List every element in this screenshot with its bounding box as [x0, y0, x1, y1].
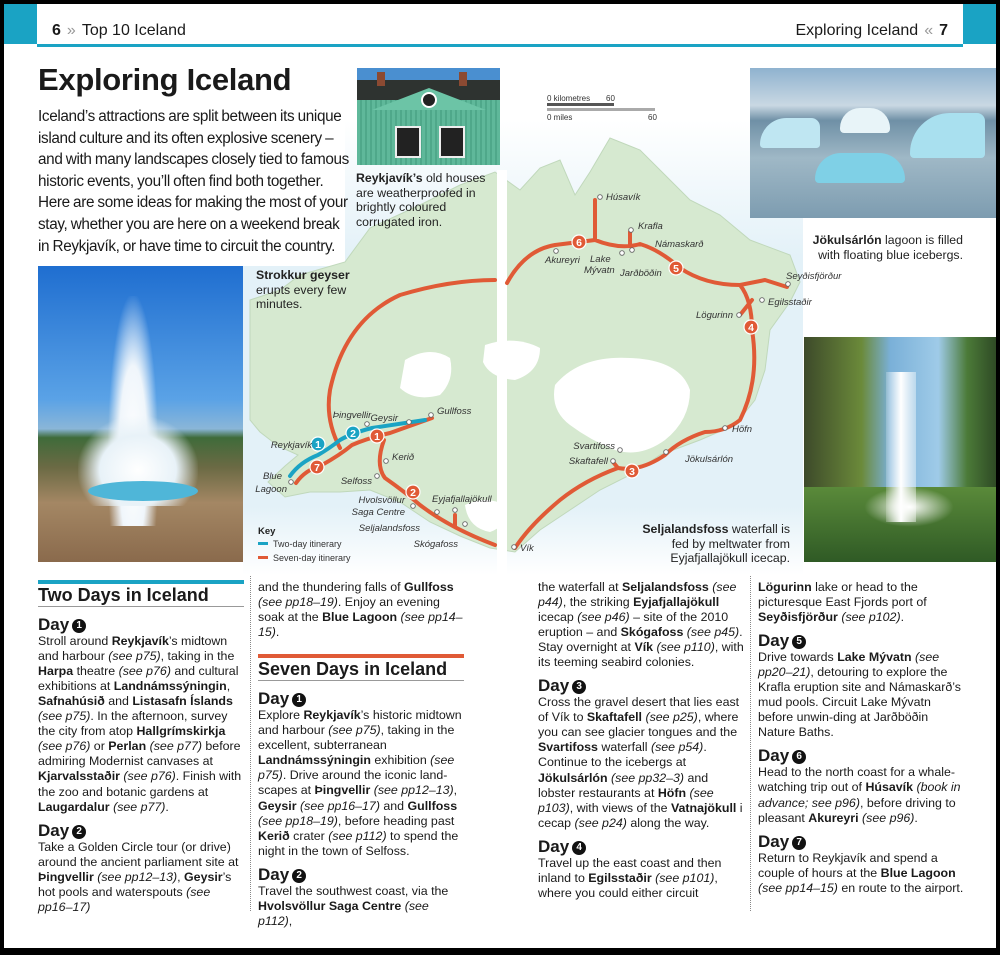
page-reference: (see p25)	[645, 710, 698, 725]
place-name: Húsavík	[865, 780, 913, 795]
place-name: Akureyri	[808, 810, 859, 825]
text-run: before admiring Modernist canvases at	[38, 739, 241, 769]
place-name: Höfn	[657, 785, 687, 800]
place-label: Kerið	[392, 452, 415, 463]
route-marker-number: 2	[350, 427, 356, 440]
place-label: Höfn	[732, 424, 753, 435]
place-label: Lagoon	[255, 484, 287, 495]
place-label: Skógafoss	[413, 539, 458, 550]
page-reference: (book in advance; see p96)	[758, 780, 961, 810]
text-run: ,	[453, 783, 458, 798]
place-dot	[512, 545, 517, 550]
page-reference: (see p96)	[862, 810, 915, 825]
place-name: Harpa	[38, 664, 74, 679]
section-name-right: Exploring Iceland	[795, 22, 919, 39]
place-name: Reykjavík	[303, 708, 361, 723]
itinerary-paragraph	[538, 580, 744, 670]
place-name: Laugardalur	[38, 799, 110, 814]
scale-km-max: 60	[606, 94, 615, 103]
day-number-badge: 2	[72, 825, 86, 839]
text-run: icecap	[538, 610, 578, 625]
place-label: Akureyri	[545, 255, 580, 266]
page-reference: (see p101)	[655, 870, 715, 885]
key-title: Key	[258, 526, 276, 537]
day-number-badge: 5	[792, 635, 806, 649]
caption-seljalandsfoss	[624, 522, 790, 566]
book-spread	[4, 4, 996, 948]
column-divider	[250, 576, 251, 911]
page-reference: (see p76)	[123, 769, 176, 784]
day-heading	[758, 631, 964, 650]
route-marker-number: 4	[748, 321, 754, 334]
day-number-badge: 4	[572, 841, 586, 855]
place-name: Seyðisfjörður	[758, 610, 838, 625]
place-dot	[630, 248, 635, 253]
text-run: . Drive around the iconic land-scapes at	[258, 768, 448, 798]
day-label: Day	[38, 615, 70, 635]
text-run: . Continue to the icebergs at	[538, 740, 707, 770]
place-label: Saga Centre	[351, 507, 405, 518]
place-name: Reykjavík	[111, 634, 169, 649]
page-reference: (see p77)	[113, 799, 166, 814]
text-run: Cross the gravel desert that lies east of Vík to	[538, 695, 740, 725]
page-reference: (see p75)	[258, 753, 455, 783]
day-heading	[38, 615, 244, 634]
place-label: Geysir	[370, 413, 398, 424]
page-reference: (see p45)	[686, 625, 740, 640]
text-run: Stroll around	[38, 634, 112, 649]
text-run: ’s historic midtown and harbour	[258, 708, 462, 738]
text-run: . Finish with the zoo and botanic gardens at	[38, 769, 242, 799]
column-2	[258, 580, 464, 933]
place-label: Vík	[520, 543, 534, 554]
text-run: to spend the night in the town of Selfoss.	[258, 828, 459, 858]
day-label: Day	[258, 864, 290, 884]
page-number-left: 6	[52, 22, 61, 39]
text-run: , where you can see glacier tongues and the	[538, 710, 739, 740]
place-dot	[760, 298, 765, 303]
day-label: Day	[258, 689, 290, 709]
itinerary-paragraph	[258, 580, 464, 640]
page-reference: (see p112)	[328, 828, 387, 843]
text-run: ’s midtown and harbour	[38, 634, 228, 664]
place-dot	[411, 504, 416, 509]
text-run: , with views of the	[569, 800, 671, 815]
text-run: Return to Reykjavík and spend a couple of hours at the	[758, 850, 938, 880]
place-label: Mývatn	[584, 265, 615, 276]
place-name: Blue Lagoon	[880, 865, 956, 880]
text-run: crater	[289, 828, 329, 843]
itinerary-paragraph	[538, 856, 744, 901]
page-reference: (see pp16–17)	[38, 884, 211, 914]
place-label: Seljalandsfoss	[358, 523, 420, 534]
place-name: Perlan	[108, 739, 147, 754]
place-name: Kjarvalsstaðir	[38, 769, 120, 784]
text-run: lake or head to the picturesque East Fjords port of	[758, 580, 927, 610]
place-name: Hvolsvöllur Saga Centre	[258, 898, 402, 913]
page-reference: (see p75)	[38, 709, 91, 724]
place-label: Eyjafjallajökull	[432, 494, 492, 505]
place-name: Egilsstaðir	[588, 870, 652, 885]
day-number-badge: 7	[792, 836, 806, 850]
caption-bold: Strokkur geyser	[256, 268, 350, 282]
header-tab-right	[963, 4, 996, 44]
text-run: and lobster restaurants at	[538, 770, 709, 800]
route-marker-number: 1	[374, 430, 380, 443]
day-label: Day	[758, 831, 790, 851]
place-name: Hallgrímskirkja	[136, 724, 226, 739]
day-number-badge: 2	[292, 869, 306, 883]
photo-seljalandsfoss-waterfall	[804, 337, 996, 562]
scale-mi-max: 60	[648, 113, 657, 122]
text-run: , where you could either circuit	[538, 870, 718, 900]
photo-strokkur-geyser	[38, 266, 243, 562]
text-run: and	[104, 694, 133, 709]
day-label: Day	[758, 631, 790, 651]
route-marker-number: 1	[315, 438, 321, 451]
place-label: Lögurinn	[696, 310, 733, 321]
chevron-left-icon: «	[924, 22, 934, 39]
section-heading: Seven Days in Iceland	[258, 654, 464, 681]
caption-text: old houses are weatherproofed in brightly coloured corrugated iron.	[356, 171, 486, 229]
place-dot	[598, 195, 603, 200]
place-name: Svartifoss	[538, 740, 598, 755]
page-reference: (see pp16–17)	[300, 798, 380, 813]
page-reference: (see p103)	[538, 785, 714, 815]
page-reference: (see p54)	[650, 740, 704, 755]
page-reference: (see p75)	[328, 723, 381, 738]
place-name: Þingvellir	[38, 869, 94, 884]
place-dot	[618, 448, 623, 453]
place-dot	[611, 459, 616, 464]
place-label: Seyðisfjörður	[786, 271, 842, 282]
place-name: Listasafn Íslands	[132, 694, 233, 709]
page-reference: (see p112)	[258, 898, 429, 928]
place-name: Landnámssýningin	[113, 679, 227, 694]
day-number-badge: 1	[72, 619, 86, 633]
day-number-badge: 6	[792, 750, 806, 764]
place-label: Skaftafell	[568, 456, 608, 467]
running-head-right	[795, 22, 948, 40]
place-name: Safnahúsið	[38, 694, 105, 709]
caption-bold: Seljalandsfoss	[642, 522, 729, 536]
day-heading	[538, 837, 744, 856]
place-dot	[463, 522, 468, 527]
day-heading	[758, 832, 964, 851]
page-reference: (see pp12–13)	[373, 783, 454, 798]
place-dot	[384, 459, 389, 464]
page-reference: (see p46)	[577, 610, 630, 625]
text-run: and the thundering falls of	[258, 580, 405, 594]
text-run: , taking in the	[160, 649, 235, 664]
scale-km-label: 0 kilometres	[547, 94, 591, 103]
place-name: Gullfoss	[404, 580, 454, 594]
day-label: Day	[38, 820, 70, 840]
route-marker-number: 5	[673, 262, 679, 275]
day-heading	[258, 689, 464, 708]
itinerary-paragraph	[538, 695, 744, 830]
place-label: Jarðböðin	[620, 268, 662, 279]
place-dot	[664, 450, 669, 455]
text-run: the waterfall at	[538, 580, 623, 594]
text-run: . In the afternoon, survey the city from atop	[38, 709, 228, 739]
route-marker-number: 7	[314, 461, 320, 474]
text-run: – site of the 2010 eruption – and	[538, 610, 729, 640]
place-label: Húsavík	[606, 192, 641, 203]
place-label: Selfoss	[340, 476, 372, 487]
key-swatch-two-day	[258, 542, 268, 545]
itinerary-paragraph	[258, 884, 464, 929]
chevron-right-icon: »	[66, 22, 76, 39]
text-run: Take a Golden Circle tour (or drive) around the ancient parliament site at	[38, 839, 239, 869]
scale-mi-label: 0 miles	[547, 113, 573, 122]
place-label: Egilsstaðir	[768, 297, 812, 308]
page-reference: (see pp18–19)	[258, 595, 338, 610]
text-run: , detouring to explore the Krafla eruption site and Námaskarð’s mud pools. Circuit Lake Mývatn before unwin-ding at Jarðböðin Nature Baths.	[758, 665, 961, 740]
route-marker-number: 6	[576, 236, 582, 249]
page-title: Exploring Iceland	[38, 62, 292, 97]
day-heading	[38, 821, 244, 840]
day-label: Day	[758, 746, 790, 766]
place-name: Seljalandsfoss	[622, 580, 709, 594]
text-run: waterfall	[597, 740, 651, 755]
column-1	[38, 580, 244, 919]
place-name: Geysir	[258, 798, 297, 813]
photo-jokulsarlon-icebergs	[750, 68, 996, 218]
scale-bar	[547, 94, 657, 122]
place-name: Geysir	[184, 869, 223, 884]
section-heading: Two Days in Iceland	[38, 580, 244, 607]
text-run: Travel up the east coast and then inland to	[538, 855, 722, 885]
place-name: Þingvellir	[314, 783, 371, 798]
day-number-badge: 1	[292, 693, 306, 707]
caption-text: waterfall is fed by meltwater from Eyjafjallajökull icecap.	[670, 522, 790, 565]
place-name: Jökulsárlón	[538, 770, 608, 785]
text-run: . Stay overnight at	[538, 625, 743, 655]
place-dot	[429, 413, 434, 418]
place-dot	[407, 420, 412, 425]
intro-text: Iceland’s attractions are split between its unique island culture and its often explosive scenery – and with many landscapes closely tied to famous historic events, you’ll often find both together. Here are some ideas for making the most of your stay, whether you are here on a weekend break in Reykjavík, or have time to circuit the country.	[38, 108, 349, 255]
place-dot	[786, 282, 791, 287]
place-dot	[737, 313, 742, 318]
text-run: , before heading past	[337, 813, 455, 828]
place-dot	[453, 508, 458, 513]
place-label: Þingvellir	[332, 410, 372, 421]
caption-strokkur	[256, 268, 366, 312]
place-name: Lögurinn	[758, 580, 812, 594]
text-run: , the striking	[562, 595, 634, 610]
place-name: Vík	[634, 640, 654, 655]
caption-jokulsarlon	[803, 233, 963, 262]
text-run: Drive towards	[758, 650, 838, 665]
place-label: Krafla	[638, 221, 663, 232]
key-two-day: Two-day itinerary	[273, 539, 342, 549]
place-label: Jökulsárlón	[685, 454, 734, 465]
text-run: along the way.	[626, 815, 710, 830]
text-run: and cultural exhibitions at	[38, 664, 239, 694]
page-reference: (see pp14–15)	[258, 610, 463, 640]
text-run: , before driving to pleasant	[758, 795, 956, 825]
page-reference: (see p75)	[108, 649, 161, 664]
text-run: and	[379, 798, 408, 813]
place-name: Lake Mývatn	[837, 650, 912, 665]
itinerary-paragraph	[758, 650, 964, 740]
place-dot	[554, 249, 559, 254]
running-head-left	[52, 22, 186, 40]
page-reference: (see p77)	[149, 739, 202, 754]
text-run: ,	[288, 913, 293, 928]
place-dot	[289, 480, 294, 485]
text-run: , with its teeming seabird colonies.	[538, 640, 744, 670]
column-4	[758, 580, 964, 900]
text-run: Head to the north coast for a whale-watching trip out of	[758, 765, 955, 795]
page-reference: (see p44)	[538, 580, 737, 610]
text-run: en route to the airport.	[837, 880, 964, 895]
place-label: Blue	[262, 471, 282, 482]
key-swatch-seven-day	[258, 556, 268, 559]
day-label: Day	[538, 676, 570, 696]
caption-bold: Reykjavík’s	[356, 171, 423, 185]
page-reference: (see pp20–21)	[758, 650, 940, 680]
place-label: Svartifoss	[573, 441, 615, 452]
place-dot	[629, 228, 634, 233]
column-divider	[750, 576, 751, 911]
text-run: . Enjoy an evening soak at the	[258, 595, 440, 625]
text-run: i cecap	[538, 800, 743, 830]
text-run: .	[914, 810, 918, 825]
route-marker-number: 2	[410, 486, 416, 499]
day-heading	[758, 746, 964, 765]
route-marker-number: 3	[629, 465, 635, 478]
page-number-right: 7	[939, 22, 948, 39]
text-run: .	[165, 799, 169, 814]
text-run: Travel the southwest coast, via the	[258, 883, 449, 898]
page-gutter	[497, 170, 507, 575]
page-reference: (see p76)	[38, 739, 91, 754]
place-name: Kerið	[258, 828, 290, 843]
column-3	[538, 580, 744, 905]
text-run: theatre	[73, 664, 119, 679]
page-reference: (see pp12–13)	[97, 869, 178, 884]
place-dot	[620, 251, 625, 256]
section-name-left: Top 10 Iceland	[81, 22, 186, 39]
place-name: Gullfoss	[407, 798, 458, 813]
place-label: Lake	[590, 254, 611, 265]
text-run: exhibition	[370, 753, 431, 768]
caption-reykjavik	[356, 171, 506, 229]
text-run: .	[275, 625, 280, 640]
itinerary-paragraph	[758, 580, 964, 625]
photo-reykjavik-house	[357, 68, 500, 165]
place-label: Hvolsvöllur	[358, 495, 405, 506]
place-name: Skógafoss	[620, 625, 684, 640]
itinerary-paragraph	[38, 840, 244, 915]
header-rule	[37, 44, 963, 47]
caption-bold: Jökulsárlón	[812, 233, 882, 247]
page-reference: (see p110)	[656, 640, 715, 655]
place-label: Gullfoss	[437, 406, 472, 417]
place-name: Skaftafell	[586, 710, 642, 725]
caption-text: lagoon is filled with floating blue icebergs.	[818, 233, 963, 262]
header-tab-left	[4, 4, 37, 44]
itinerary-paragraph	[758, 765, 964, 825]
place-dot	[365, 422, 370, 427]
place-label: Námaskarð	[655, 239, 704, 250]
page-reference: (see pp18–19)	[258, 813, 338, 828]
page-reference: (see pp14–15)	[758, 880, 838, 895]
place-dot	[375, 474, 380, 479]
place-name: Vatnajökull	[670, 800, 737, 815]
page-reference: (see p76)	[118, 664, 171, 679]
caption-text: erupts every few minutes.	[256, 282, 347, 311]
key-seven-day: Seven-day itinerary	[273, 553, 351, 563]
text-run: Explore	[258, 708, 304, 723]
page-reference: (see p24)	[574, 815, 627, 830]
text-run: .	[900, 610, 905, 625]
place-name: Blue Lagoon	[322, 610, 398, 625]
text-run: ’s hot pools and waterspouts	[38, 869, 232, 899]
page-reference: (see pp32–3)	[611, 770, 685, 785]
place-label: Reykjavík	[270, 440, 312, 451]
place-dot	[723, 426, 728, 431]
day-heading	[258, 865, 464, 884]
text-run: ,	[226, 679, 231, 694]
itinerary-paragraph	[258, 708, 464, 858]
itinerary-paragraph	[758, 851, 964, 896]
text-run: or	[90, 739, 109, 754]
itinerary-paragraph	[38, 634, 244, 815]
page-reference: (see p102)	[841, 610, 901, 625]
day-heading	[538, 676, 744, 695]
text-run: ,	[177, 869, 185, 884]
day-label: Day	[538, 836, 570, 856]
place-name: Eyjafjallajökull	[633, 595, 720, 610]
day-number-badge: 3	[572, 680, 586, 694]
text-run: , taking in the excellent, subterranean	[258, 723, 455, 753]
place-name: Landnámssýningin	[258, 753, 371, 768]
place-dot	[435, 510, 440, 515]
